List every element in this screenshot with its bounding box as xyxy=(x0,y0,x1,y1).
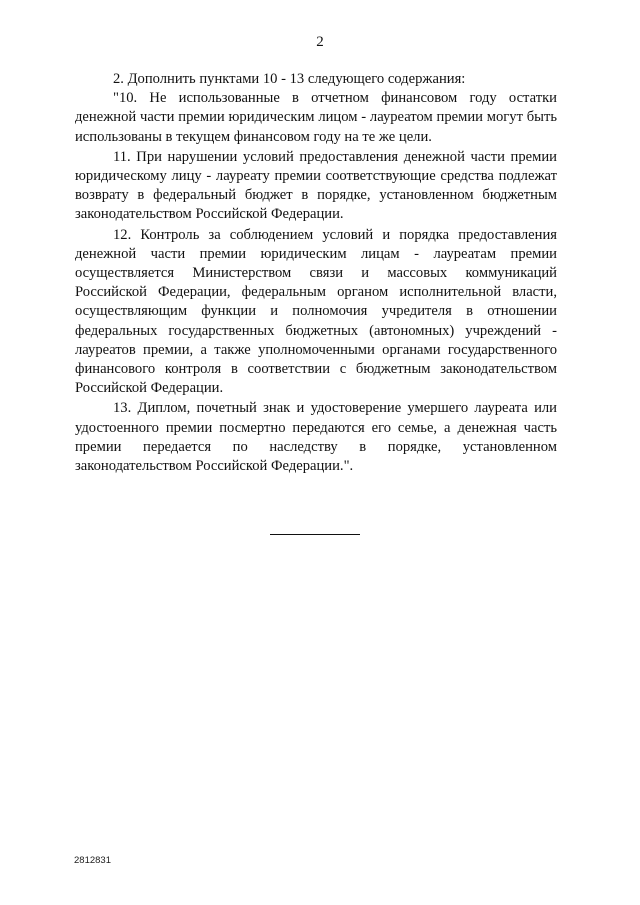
paragraph-item-10: "10. Не использованные в отчетном финансовом году остатки денежной части премии юридическим лицом - лауреатом премии могут быть использованы в текущем финансовом году на те же цели. xyxy=(75,90,557,145)
document-body xyxy=(75,70,557,476)
end-of-text-divider xyxy=(270,534,360,535)
document-code: 2812831 xyxy=(74,855,111,866)
page-number: 2 xyxy=(316,34,324,50)
paragraph-item-11: 11. При нарушении условий предоставления денежной части премии юридическому лицу - лауреату премии соответствующие средства подлежат возврату в федеральный бюджет в порядке, установленном бюджетным законодательством Российской Федерации. xyxy=(75,148,557,223)
paragraph-item-12: 12. Контроль за соблюдением условий и порядка предоставления денежной части премии юридическим лицам - лауреатам премии осуществляется Министерством связи и массовых коммуникаций Российской Федерации, федеральным органом исполнительной власти, осуществляющим функции и полномочия учредителя в отношении федеральных государственных бюджетных (автономных) учреждений - лауреатов премии, а также уполномоченными органами государственного финансового контроля в соответствии с бюджетным законодательством Российской Федерации. xyxy=(75,226,557,397)
paragraph-item-13: 13. Диплом, почетный знак и удостоверение умершего лауреата или удостоенного премии посмертно передаются его семье, а денежная часть премии передается по наследству в порядке, установленном законодательством Российской Федерации.". xyxy=(75,400,557,475)
paragraph-amendment-intro: 2. Дополнить пунктами 10 - 13 следующего содержания: xyxy=(113,71,466,87)
